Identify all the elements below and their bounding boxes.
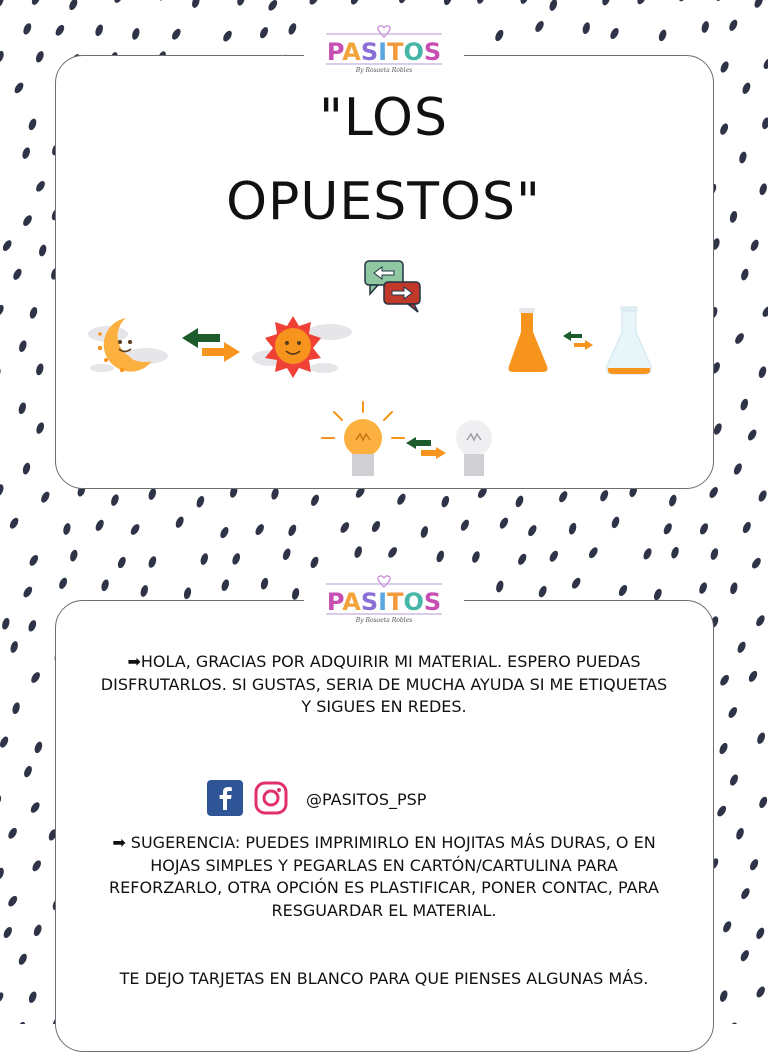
background-dot — [33, 741, 44, 755]
background-dot — [270, 487, 280, 500]
background-dot — [29, 671, 41, 685]
background-dot — [548, 0, 558, 12]
background-dot — [35, 421, 46, 435]
background-dot — [139, 584, 149, 597]
suggestion-paragraph: ➡ SUGERENCIA: PUEDES IMPRIMIRLO EN HOJITAS MÁS DURAS, O EN HOJAS SIMPLES Y PEGARLAS EN CARTÓN/CARTULINA PARA REFORZARLO, OTRA OPCIÓN ES PLASTIFICAR, PONER CONTAC, PARA RESGUARDAR EL MATERIAL. — [100, 832, 668, 922]
background-dot — [0, 991, 5, 1005]
background-dot — [18, 339, 28, 353]
exchange-arrows-icon — [180, 326, 242, 366]
background-dot — [199, 552, 209, 565]
background-dot — [599, 489, 610, 503]
background-dot — [443, 0, 453, 6]
background-dot — [741, 81, 752, 95]
background-dot — [17, 952, 28, 966]
background-dot — [754, 614, 766, 628]
background-dot — [58, 576, 69, 590]
background-dot — [281, 547, 292, 561]
background-dot — [13, 81, 25, 95]
background-dot — [30, 0, 41, 6]
background-dot — [698, 581, 709, 595]
background-dot — [0, 304, 5, 318]
background-dot — [537, 585, 548, 599]
unlit-bulb-icon — [452, 418, 496, 480]
title-line-2: OPUESTOS" — [55, 172, 712, 232]
background-dot — [719, 122, 730, 136]
background-dot — [642, 547, 653, 561]
background-dot — [708, 486, 720, 500]
background-dot — [729, 210, 739, 223]
background-dot — [601, 0, 611, 6]
background-dot — [739, 398, 749, 412]
background-dot — [755, 985, 767, 999]
logo-wordmark: PASITOS — [304, 588, 464, 616]
background-dot — [6, 894, 18, 908]
background-dot — [609, 27, 621, 41]
background-dot — [39, 490, 51, 504]
background-dot — [12, 267, 24, 281]
background-dot — [195, 495, 206, 509]
background-dot — [32, 924, 43, 938]
background-dot — [750, 556, 762, 570]
background-dot — [587, 546, 599, 560]
background-dot — [21, 214, 33, 228]
background-dot — [116, 556, 127, 570]
background-dot — [34, 50, 45, 64]
background-dot — [749, 238, 760, 252]
background-dot — [568, 522, 578, 535]
thanks-paragraph: ➡HOLA, GRACIAS POR ADQUIRIR MI MATERIAL. ESPERO PUEDAS DISFRUTARLOS. SI GUSTAS, SERIA DE MUCHA AYUDA SI ME ETIQUETAS Y SIGUES EN REDES. — [100, 651, 668, 719]
background-dot — [739, 887, 751, 901]
background-dot — [21, 146, 31, 160]
background-dot — [221, 29, 233, 43]
background-dot — [729, 582, 739, 595]
background-dot — [739, 949, 751, 963]
background-dot — [741, 521, 752, 535]
pasitos-logo-top — [304, 20, 464, 82]
background-dot — [498, 516, 510, 530]
background-dot — [435, 550, 445, 564]
background-dot — [758, 182, 768, 195]
background-dot — [68, 0, 79, 11]
background-dot — [349, 0, 360, 6]
background-dot — [309, 493, 320, 507]
background-dot — [287, 22, 298, 36]
background-dot — [0, 483, 5, 497]
facebook-icon[interactable] — [207, 780, 243, 816]
background-dot — [62, 522, 72, 535]
background-dot — [700, 20, 710, 33]
background-dot — [1, 617, 11, 630]
background-dot — [170, 27, 182, 41]
background-dot — [761, 305, 768, 319]
background-dot — [657, 29, 667, 43]
full-flask-icon — [505, 306, 551, 374]
background-dot — [147, 555, 158, 569]
moon-icon — [86, 312, 172, 378]
background-dot — [69, 549, 79, 562]
background-dot — [94, 519, 105, 533]
background-dot — [0, 735, 10, 749]
background-dot — [110, 493, 121, 507]
background-dot — [219, 526, 231, 540]
background-dot — [28, 306, 38, 320]
background-dot — [174, 515, 185, 529]
background-dot — [183, 587, 193, 600]
background-dot — [113, 0, 125, 4]
background-dot — [309, 556, 320, 570]
background-dot — [662, 522, 674, 536]
exchange-arrows-icon-small — [562, 330, 594, 352]
background-dot — [23, 765, 34, 779]
background-dot — [476, 0, 486, 5]
background-dot — [718, 989, 728, 1003]
swap-chat-icon — [362, 258, 424, 316]
background-dot — [35, 363, 45, 376]
background-dot — [0, 367, 2, 381]
background-dot — [761, 117, 768, 130]
background-dot — [534, 20, 546, 34]
background-dot — [753, 0, 765, 9]
background-dot — [733, 332, 745, 346]
background-dot — [668, 494, 678, 507]
background-dot — [636, 0, 648, 6]
background-dot — [738, 151, 748, 164]
background-dot — [22, 22, 33, 36]
background-dot — [557, 490, 569, 504]
background-dot — [548, 549, 560, 563]
background-dot — [38, 244, 48, 257]
background-dot — [370, 520, 382, 534]
background-dot — [677, 0, 687, 2]
background-dot — [9, 640, 19, 653]
background-dot — [386, 546, 398, 560]
background-dot — [581, 22, 591, 35]
background-dot — [260, 577, 270, 590]
background-dot — [34, 179, 46, 193]
background-dot — [22, 462, 32, 475]
background-dot — [17, 402, 27, 415]
background-dot — [762, 57, 768, 71]
background-dot — [147, 487, 157, 501]
sun-icon — [250, 312, 354, 378]
background-dot — [570, 576, 582, 590]
background-dot — [398, 0, 408, 4]
background-dot — [157, 0, 168, 2]
background-dot — [191, 0, 201, 9]
background-dot — [740, 268, 750, 281]
background-dot — [459, 518, 471, 532]
title-line-1: "LOS — [55, 88, 712, 148]
background-dot — [757, 489, 768, 503]
background-dot — [129, 523, 141, 537]
background-dot — [716, 804, 728, 818]
background-dot — [526, 524, 538, 538]
background-dot — [287, 523, 298, 537]
background-dot — [396, 492, 408, 506]
exchange-arrows-icon-bulbs — [405, 436, 447, 460]
background-dot — [258, 26, 269, 40]
background-dot — [757, 365, 767, 379]
background-dot — [308, 0, 320, 6]
background-dot — [746, 428, 758, 442]
background-dot — [54, 23, 66, 37]
background-dot — [22, 585, 34, 599]
background-dot — [291, 587, 301, 600]
background-dot — [732, 462, 743, 476]
background-dot — [27, 619, 38, 633]
background-dot — [419, 525, 429, 538]
background-dot — [471, 550, 482, 564]
background-dot — [28, 554, 40, 568]
blank-cards-paragraph: TE DEJO TARJETAS EN BLANCO PARA QUE PIENSES ALGUNAS MÁS. — [100, 968, 668, 991]
lit-bulb-icon — [320, 400, 406, 480]
background-dot — [714, 0, 724, 2]
background-dot — [721, 920, 733, 934]
background-dot — [519, 0, 530, 5]
background-dot — [27, 118, 38, 132]
background-dot — [440, 495, 450, 509]
logo-wordmark: PASITOS — [304, 38, 464, 66]
background-dot — [1, 239, 13, 253]
background-dot — [29, 801, 41, 815]
background-dot — [514, 495, 525, 509]
background-dot — [0, 794, 3, 808]
background-dot — [718, 673, 730, 687]
background-dot — [758, 796, 768, 810]
background-dot — [748, 858, 760, 872]
background-dot — [718, 742, 729, 756]
logo-tagline: By Rosaeta Robles — [304, 617, 464, 624]
background-dot — [231, 552, 242, 566]
background-dot — [254, 523, 266, 537]
background-dot — [756, 731, 767, 745]
background-dot — [617, 584, 629, 598]
background-dot — [728, 18, 739, 32]
background-dot — [698, 522, 709, 536]
background-dot — [236, 0, 246, 7]
empty-flask-icon — [603, 304, 655, 376]
background-dot — [727, 706, 739, 720]
background-dot — [31, 859, 43, 873]
background-dot — [670, 546, 680, 560]
social-handle[interactable]: @PASITOS_PSP — [306, 790, 426, 809]
background-dot — [131, 27, 141, 40]
background-dot — [353, 545, 363, 559]
background-dot — [736, 640, 747, 654]
background-dot — [728, 773, 739, 787]
background-dot — [27, 990, 38, 1004]
background-dot — [0, 867, 5, 881]
background-dot — [267, 0, 279, 12]
background-dot — [495, 580, 505, 593]
pasitos-logo-bottom — [304, 570, 464, 632]
instagram-icon[interactable] — [253, 780, 289, 816]
background-dot — [7, 826, 19, 840]
background-dot — [755, 926, 766, 940]
background-dot — [494, 29, 505, 43]
background-dot — [220, 578, 230, 592]
background-dot — [339, 521, 351, 535]
background-dot — [735, 827, 746, 841]
background-dot — [8, 516, 20, 530]
logo-tagline: By Rosaeta Robles — [304, 67, 464, 74]
background-dot — [94, 23, 105, 37]
background-dot — [2, 926, 14, 940]
background-dot — [11, 701, 21, 714]
background-dot — [100, 579, 110, 592]
background-dot — [610, 516, 621, 530]
background-dot — [516, 552, 528, 566]
background-dot — [747, 670, 759, 684]
background-dot — [0, 0, 5, 7]
background-dot — [719, 60, 730, 74]
background-dot — [0, 50, 5, 64]
background-dot — [709, 547, 719, 561]
